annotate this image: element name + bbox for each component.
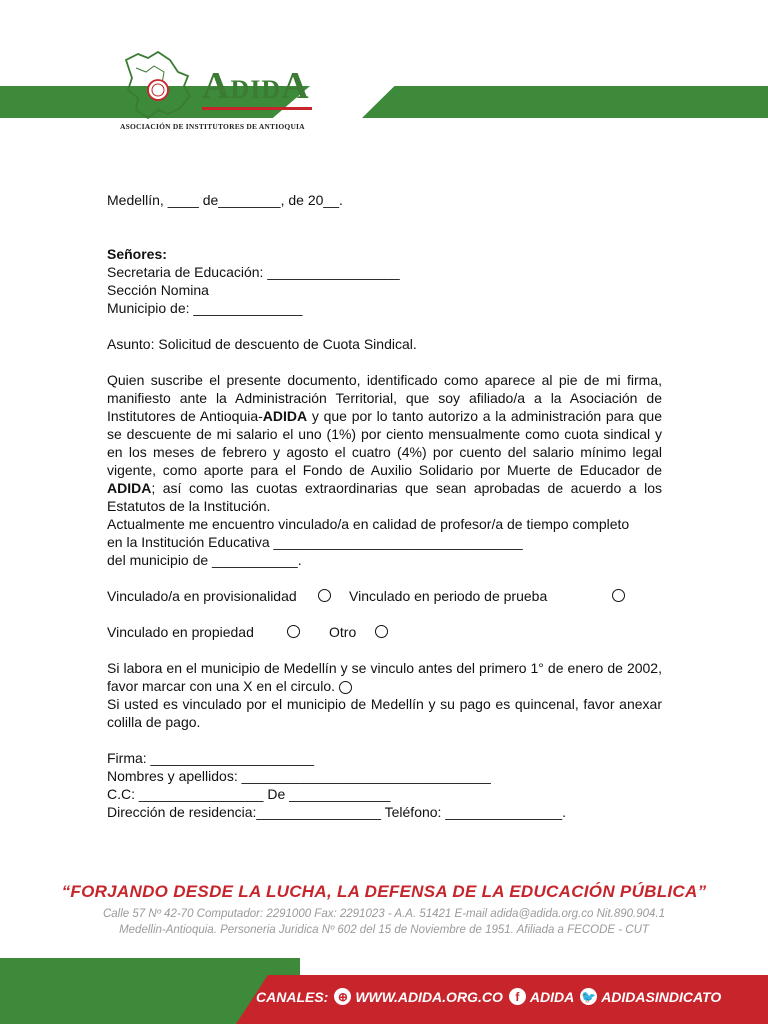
- footer-channels: [256, 988, 721, 1005]
- subject-line: Asunto: Solicitud de descuento de Cuota Sindical.: [107, 336, 417, 352]
- recipient-secretaria: Secretaria de Educación: _________________: [107, 264, 400, 280]
- brand-name: ADIDA: [202, 65, 310, 107]
- authorization-paragraph: Quien suscribe el presente documento, identificado como aparece al pie de mi firma, manifiesto ante la Administración Territorial, que soy afiliado/a a la Asociación de Institutores de Antioquia-ADIDA y que por lo tanto autorizo a la administración para que se descuente de mi salario el uno (1%) por ciento mensualmente como cuota sindical y en los meses de febrero y agosto el cuatro (4%) por cuento del salario mínimo legal vigente, como aporte para el Fondo de Auxilio Solidario por Muerte de Educador de ADIDA; así como las cuotas extraordinarias que sean aprobadas de acuerdo a los Estatutos de la Institución.: [107, 372, 662, 514]
- globe-icon: ⊕: [334, 988, 351, 1005]
- options-row-2: [107, 623, 662, 641]
- vinculo-line-2: en la Institución Educativa ________________________________: [107, 534, 523, 550]
- address-line-1: Calle 57 Nº 42-70 Computador: 2291000 Fax: 2291023 - A.A. 51421 E-mail adida@adida.org.co Nit.890.904.1: [102, 908, 666, 920]
- option-prueba-radio[interactable]: [612, 589, 625, 602]
- option-propiedad-label: Vinculado en propiedad: [107, 624, 254, 640]
- header-band-right: [362, 86, 768, 118]
- nombres-line: Nombres y apellidos: ________________________________: [107, 768, 491, 784]
- vinculo-line-1: Actualmente me encuentro vinculado/a en calidad de profesor/a de tiempo completo: [107, 516, 630, 532]
- recipient-seccion: Sección Nomina: [107, 282, 209, 298]
- recipients-title: Señores:: [107, 246, 167, 262]
- brand-underline: [202, 107, 312, 110]
- medellin-note-2: Si usted es vinculado por el municipio de Medellín y su pago es quincenal, favor anexar colilla de pago.: [107, 696, 662, 730]
- option-propiedad-radio[interactable]: [287, 625, 300, 638]
- address-line-2: Medellin-Antioquia. Personeria Juridica Nº 602 del 15 de Noviembre de 1951. Afiliada a FECODE - CUT: [119, 924, 649, 936]
- website-link[interactable]: WWW.ADIDA.ORG.CO: [355, 988, 503, 1005]
- twitter-icon: 🐦: [581, 989, 597, 1004]
- twitter-link[interactable]: ADIDASINDICATO: [601, 988, 722, 1005]
- channels-label: CANALES:: [256, 988, 329, 1005]
- cc-line: C.C: ________________ De _____________: [107, 786, 391, 802]
- adida-logo: [118, 50, 318, 136]
- medellin-radio[interactable]: [339, 681, 352, 694]
- logo-subtitle: ASOCIACIÓN DE INSTITUTORES DE ANTIOQUIA: [120, 122, 305, 131]
- facebook-link[interactable]: ADIDA: [529, 988, 575, 1005]
- letter-body: [107, 191, 662, 821]
- option-otro-radio[interactable]: [375, 625, 388, 638]
- option-prueba-label: Vinculado en periodo de prueba: [349, 588, 548, 604]
- options-row-1: [107, 587, 662, 605]
- option-otro-label: Otro: [329, 624, 357, 640]
- vinculo-line-3: del municipio de ___________.: [107, 552, 302, 568]
- date-line: Medellín, ____ de________, de 20__.: [107, 192, 343, 208]
- antioquia-map-icon: [118, 50, 200, 122]
- slogan: “FORJANDO DESDE LA LUCHA, LA DEFENSA DE LA EDUCACIÓN PÚBLICA”: [61, 882, 707, 901]
- recipient-municipio: Municipio de: ______________: [107, 300, 303, 316]
- option-provisionalidad-radio[interactable]: [318, 589, 331, 602]
- option-provisionalidad-label: Vinculado/a en provisionalidad: [107, 588, 297, 604]
- firma-line: Firma: _____________________: [107, 750, 315, 766]
- medellin-note-1: Si labora en el municipio de Medellín y se vinculo antes del primero 1° de enero de 2002, favor marcar con una X en el circulo.: [107, 660, 662, 694]
- direccion-line: Dirección de residencia:________________ Teléfono: _______________.: [107, 804, 567, 820]
- facebook-icon: f: [509, 988, 526, 1005]
